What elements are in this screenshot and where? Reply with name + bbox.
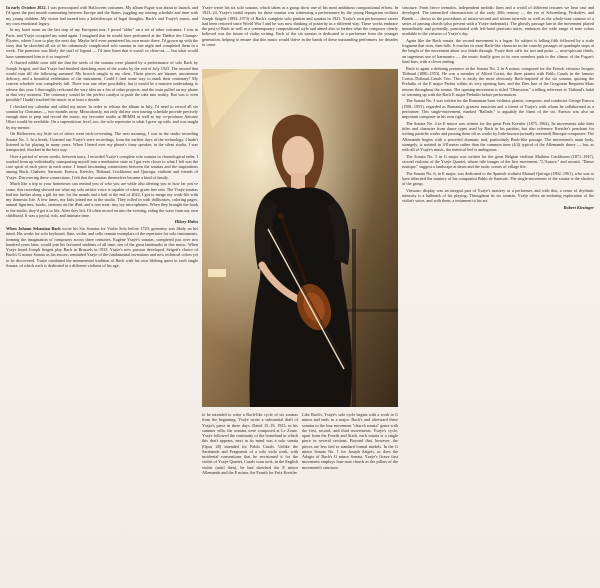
- paragraph: Like Bach's, Ysaÿe's solo cycle begins with a work in G minor and ends in a major. Bach's and afterward these sonatas to the four movement "church sonata" genre with the first, second, and third movements. Ysaÿe's cycle, apart from the Fourth and Sixth, each sonata is a single piece in several sections. Beyond that, however, the pieces are less tied to standard formal models. In the G minor Sonata No. 1 for Joseph Szigeti, as does the Adagio of Bach's G minor Sonata, Ysaÿe's Grave first movement employs four-note chords as the pillars of the movement's structure.: [302, 412, 398, 470]
- paragraph: Over a period of seven weeks, between tours, I recorded Ysaÿe's complete solo sonatas in chronological order. I worked from up individually, transporting myself into a meditative state as I got ever closer to what I felt was the core spirit of each piece in each sense. I found fascinating connections between the sonatas and the inspirations among Bach, Chabrier, Sarasate, Enescu, Kreisler, Thibaud, Crickboom and Quiroga, violinist and friends of Ysaÿe. Discovering these connections, I felt that the sonatas themselves became a kind of family.: [6, 153, 198, 180]
- paragraph: Virtuosic display was an integral part of Ysaÿe's mastery as a performer, and with this, a sense of rhythmic intensity is a hallmark of his playing. Throughout its six sonatas, Ysaÿe offers an enduring exploration of the violin's voice, and with them, a testament to his art.: [402, 187, 594, 204]
- column-right: [402, 5, 594, 584]
- paragraph: In my hotel room on the last stop of my European tour, I posed "older" on a set of other costumes. I was in Paris, and Ysaÿe occupied my mind again. I imagined that he would have performed at the Théâtre des Champs-Élysées, where I was to play the next day. Maybe he'd even premiered his own music there. I'd grown up with the story that he sketched all six of his infamously complicated solo sonatas in one night and completed them in a week. The premiere was likely the stuff of legend — I'd later learn that it wasn't so clear-cut — but what would have summoned him to it so inspired?: [6, 27, 198, 59]
- violinist-illustration: [202, 69, 398, 407]
- lead-in: When Johann Sebastian Bach: [6, 226, 61, 232]
- column-left: [6, 5, 198, 584]
- paragraph: Bach is again a defining presence in the Sonata No. 2 in A minor, composed for the French virtuoso Jacques Thibaud (1880–1953). He was a member of Alfred Cortot, the three pianist with Pablo Casals in the famous Cortot–Thibaud–Casals Trio. This is easily the most obviously Bach-inspired of the six sonatas, quoting the Preludio of the E major Partita within its very opening bars, and the Dies Irae of the Gregorian Requiem Mass returns throughout the sonata. The opening movement is titled "Obsession," a telling reference to Thibaud's habit of warming up with the Bach E major Preludio before performances.: [402, 65, 594, 97]
- violinist-photo: [202, 69, 398, 407]
- paragraph: The Sonata No. 6, in E major, was dedicated to the Spanish violinist Manuel Quiroga (1892–1961), who was to have inherited the mastery of his compatriot Pablo de Sarasate. The single-movement of the sonata is the shortest of the group.: [402, 170, 594, 187]
- paragraph: The Sonata No. 4 in E minor was written for the great Fritz Kreisler (1875–1962). Its movements take their titles and character from dance types used by Bach in his partitas, but also reference Kreisler's penchant for writing pastiche works and passing them off as works by little-known (actually invented) Baroque composers. The Allemande begins with a powerful dramatic nod, particularly Bach-like passage. The movement's main body, strangely, is notated in 3/8 meter rather than the common time (4/4) typical of the Allemande dance — but, as with all of Ysaÿe's music, the metrical feel is ambiguous.: [402, 120, 594, 153]
- signature-hilary-hahn: Hilary Hahn: [174, 219, 198, 225]
- paragraph: Again like the Bach sonata, the second movement is a fugue. Its subject is falling fifth followed by a scale fragment that rises, then falls. It touches its most Bach-like character in the crunchy passages of quadruple stops at the height of the movement about two thirds through. Ysaÿe then calls for tact and poise — near-spiccato thirds, an ingenious use of harmonics — the music finally goes to its own seamless path to the climax of the Fugue's final bars, with a clever ending.: [402, 37, 594, 64]
- paragraph: The Sonata No. 3 was written for the Romanian-born violinist, pianist, composer, and conductor George Enescu (1881–1955), regarded as Romania's greatest musician and a friend of Ysaÿe's with whom he collaborated as a performer. This single-movement, marked "Ballade," is arguably the finest of the six. Enescu was also an important composer in his own right.: [402, 98, 594, 120]
- column-middle-top: [202, 5, 398, 67]
- paragraph: structure. From fierce tremolos, independent melodic lines and a world of different textures we hear cast and developed. The intensified chromaticism of the early 20th century — the era of Schoenberg, Prokofiev, and Bartók — shows in the procedures of minor-second and tritone intervals as well as the whole-tone contour of a series of passing chords (also present with a Ysaÿe trademark). The ghostly passage late in the movement played immediately and pointedly, punctuated with left-hand pizzicato notes, embraces the wide range of tone colors available to the virtuoso of Ysaÿe's day.: [402, 5, 594, 37]
- lead-in: In early October 2022: [6, 5, 46, 10]
- paragraph: Ysaÿe wrote his six solo sonatas, which taken as a group show one of his most ambitious compositional efforts. In 1923–24, Ysaÿe's initial reports for these sonatas was witnessing a performance by the young Hungarian violinist Joseph Szigeti (1892–1973) of Bach's complete solo partitas and sonatas in 1923. Ysaÿe's own performance career had been restored since World War I and he was now thinking of posterity in a different way. These works embrace the past of Bach as well as a contemporary compositional style and aimed also to further what the composer clearly believed was the future of violin writing. Each of the six sonatas is dedicated to a performer from the younger generation, helping to ensure that this music would thrive in the hands of these outstanding performers for decades to come.: [202, 5, 398, 47]
- paragraph: When Johann Sebastian Bach wrote his Six Sonatas for Violin Solo before 1720, geometry was likely on his mind. His works for solo keyboard, flute, violin, and cello remain exemplars of the repertoire for solo instruments, forming the imagination of composers across three centuries. Eugène Ysaÿe's sonatas, completed just over two hundred years later, would join his favoured students of all time, one of the great landmarks in this music. When Ysaÿe heard Joseph Szigeti play Bach in Brussels in 1923, Ysaÿe's new passion developed. Szigeti's choice of Bach's G minor Sonata as his encore, reminded Ysaÿe of the fundamental inventions and new technical colors yet to be discovered. Ysaÿe combined the monumental tradition of Bach with his own lifelong quest in each single Sonata, of which each is dedicated to a different violinist of his age.: [6, 226, 198, 268]
- paragraph: On Halloween, my little set of sitters went trick-or-treating. The next morning, I was in the studio recording Sonata No. 1. In a break, I learned our Ysaÿe's were recordings, from the earliest days of the technology. I hadn't listened to his playing in many years. When I heard over my phone's tinny speaker, in the silent studio, I was transported, shocked in the best way.: [6, 131, 198, 153]
- paragraph: In early October 2022, I was preoccupied with Halloween costumes. My album Fugue was about to launch, and I'd spent the past month commuting between Europe and the States, juggling my touring schedule and time with my young children. My vision had turned into a kaleidoscope of fugal thoughts, Bach's and Ysaÿe's music, and my own emotional legacy.: [6, 5, 198, 26]
- paragraph: A flurried nibble soon told me that the seeds of the sonatas were planted by a performance of solo Bach by Joseph Szigeti, and that Ysaÿe had finished sketching most of the works by the end of July 1923. The second that would turn till the following summer! My brooch caught in my chest. These pieces are bizarre, uncommon delicacy, and a beautiful celebration of the instrument. Could I find some way to mark their centenary? My concert schedule was completely full. There was one other possibility, but it would be a massive undertaking to release this year. I thoroughly reckoned the very idea on a list of other projects, and the train pulled on my phone at that very moment. The centenary would be the perfect catalyst to push the idea into reality. But was it even possible? I hadn't touched the music in at least a decade.: [6, 60, 198, 103]
- paragraph: I checked my calendar and called my mom. In order to release the album in July, I'd need to record all six sonatas by Christmas — two months away. Miraculously, not only did my own touring schedule provide precisely enough time to prep and record the music, my favourite studio at BEMM as well as my co-producer Antonio Oliart would be available. On a superstitious level, too, the solo repertoire is what I grew up with, and was taught by my mentor.: [6, 103, 198, 130]
- paragraph: to be intended to write a Bach-like cycle of six sonatas from the beginning. Ysaÿe wrote a substantial draft of Ysaÿe's piece in three days. Dated 15–19, 1923, in his summer villa, the sonatas were composed at Le Zoute. Ysaÿe followed the continuity of the homeland in which this draft appears, next in its mind was a solo sonata (Opus 28) intended for Pablo Casals. Unlike the Sarabande and Fragments of a solo viola work, with incidental conventions that he envisioned it for the violist of Ysaÿe Quartet, Casals soon took, in the English violist (until then), he had sketched the E minor Allemande and the E minor, the Fourth for Fritz Kreisler.: [202, 412, 298, 475]
- paragraph: Much like a trip to your hometown can remind you of who you are while also alerting you to how far you've come, this recording showed me what my solo artistic voice is capable of when given free rein. The Ysaÿe sonatas had me further along a gift for me: for the month and a half at the end of 2022, I got to merge my work-life with my domestic life. A few times, my kids joined me at the studio. They rolled in with dollhouses, coloring pages, animal figurines, books, cartoons on the iPad, and a rare treat: tiny toy microphones. When they brought the book to the studio, they'd get it to life. After they left, I'd often record on into the evening, riding the wave from my own childhood. It was a joyful, rich, and intimate time.: [6, 181, 198, 218]
- paragraph: The Sonata No. 5 in G major was written for the great Belgian violinist Mathieu Crickboom (1871–1947), second violinist of the Ysaÿe Quartet, whose title images of the first movement, "L'Aurore," and second, "Danse rustique," suggest a landscape at dawn and the rustic scenes of village life.: [402, 153, 594, 170]
- column-middle-lower-left: [202, 412, 298, 584]
- signature-robert-kirzinger: Robert Kirzinger: [563, 205, 594, 211]
- column-middle-lower-right: [302, 412, 398, 584]
